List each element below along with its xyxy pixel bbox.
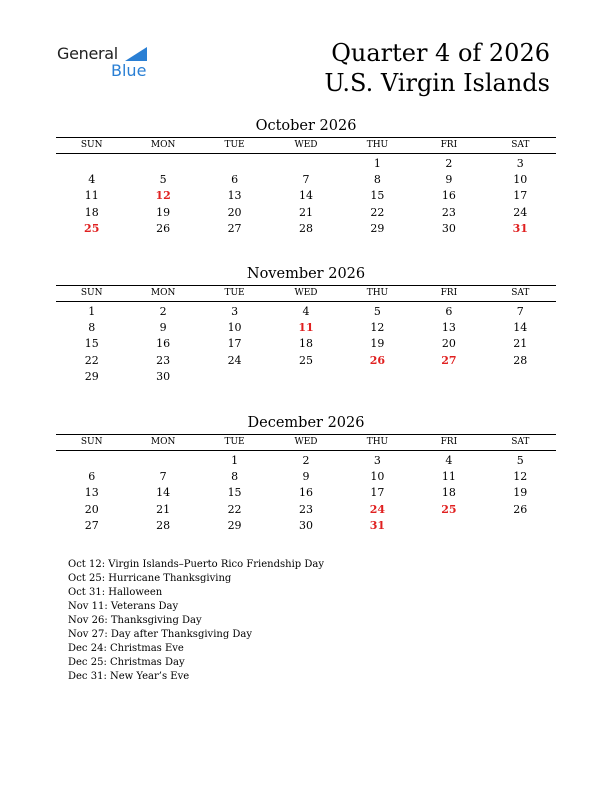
weekday-label: MON <box>150 437 176 447</box>
day-cell: 15 <box>227 486 242 500</box>
weekday-label: SUN <box>80 437 103 447</box>
day-cell: 18 <box>441 486 456 500</box>
day-cell: 1 <box>88 305 96 318</box>
weekday-label: WED <box>294 140 318 150</box>
day-cell: 28 <box>156 518 171 532</box>
weekday-label: THU <box>366 437 389 447</box>
day-cell: 3 <box>516 157 524 170</box>
holiday-day-cell: 31 <box>369 518 386 532</box>
weekday-label: WED <box>294 288 318 298</box>
weekday-label: TUE <box>224 140 245 150</box>
day-cell: 1 <box>373 157 381 170</box>
day-cell: 23 <box>441 205 456 219</box>
day-cell: 16 <box>441 189 456 203</box>
month-november <box>56 264 556 385</box>
day-cell: 4 <box>302 305 310 318</box>
month-title: October 2026 <box>255 118 357 134</box>
day-cell: 27 <box>227 221 242 235</box>
weekday-label: FRI <box>440 437 458 447</box>
day-cell: 21 <box>513 337 528 351</box>
weekday-label: SUN <box>80 140 103 150</box>
day-cell: 13 <box>227 189 242 203</box>
day-cell: 18 <box>298 337 313 351</box>
day-cell: 8 <box>373 173 381 187</box>
title-region: U.S. Virgin Islands <box>324 69 550 97</box>
weekday-label: FRI <box>440 288 458 298</box>
title-quarter: Quarter 4 of 2026 <box>331 39 550 67</box>
day-cell: 23 <box>298 502 313 516</box>
holiday-item: Nov 11: Veterans Day <box>68 601 179 612</box>
holiday-day-cell: 26 <box>369 353 386 367</box>
logo-text-blue: Blue <box>111 61 147 80</box>
day-cell: 2 <box>159 305 167 318</box>
logo <box>57 44 157 84</box>
day-cell: 21 <box>298 205 313 219</box>
days-grid <box>56 302 556 385</box>
day-cell: 19 <box>370 337 385 351</box>
day-cell: 19 <box>156 205 171 219</box>
day-cell: 7 <box>516 305 524 318</box>
month-grid <box>56 285 556 385</box>
empty-day-cell <box>127 156 198 172</box>
holiday-day-cell: 25 <box>441 502 457 516</box>
day-cell: 26 <box>156 221 171 235</box>
day-cell: 10 <box>513 173 528 187</box>
day-cell: 5 <box>516 454 524 467</box>
day-cell: 24 <box>227 353 242 367</box>
weekday-label: WED <box>294 437 318 447</box>
holiday-item: Nov 27: Day after Thanksgiving Day <box>68 629 253 640</box>
month-grid <box>56 137 556 237</box>
month-grid <box>56 434 556 534</box>
day-cell: 23 <box>156 353 171 367</box>
logo-text-general: General <box>57 44 118 63</box>
day-cell: 9 <box>445 173 453 187</box>
day-cell: 29 <box>227 518 242 532</box>
weekday-header <box>56 138 556 154</box>
logo-triangle-icon <box>125 47 147 61</box>
day-cell: 10 <box>227 321 242 335</box>
day-cell: 5 <box>373 305 381 318</box>
weekday-label: SAT <box>511 140 530 150</box>
day-cell: 13 <box>84 486 99 500</box>
weekday-label: THU <box>366 140 389 150</box>
holiday-day-cell: 31 <box>512 221 528 235</box>
weekday-label: TUE <box>224 288 245 298</box>
holiday-day-cell: 25 <box>84 221 100 235</box>
holiday-day-cell: 27 <box>441 353 457 367</box>
day-cell: 1 <box>231 454 239 467</box>
day-cell: 15 <box>84 337 99 351</box>
day-cell: 16 <box>156 337 171 351</box>
day-cell: 17 <box>227 337 242 351</box>
day-cell: 8 <box>231 470 239 484</box>
month-october <box>56 116 556 237</box>
holiday-item: Dec 25: Christmas Day <box>68 657 185 668</box>
day-cell: 25 <box>298 353 313 367</box>
day-cell: 6 <box>445 305 453 318</box>
weekday-header <box>56 286 556 302</box>
day-cell: 4 <box>445 454 453 467</box>
day-cell: 16 <box>298 486 313 500</box>
day-cell: 29 <box>370 221 385 235</box>
day-cell: 7 <box>302 173 310 187</box>
month-title: December 2026 <box>247 415 365 431</box>
day-cell: 20 <box>84 502 99 516</box>
day-cell: 17 <box>370 486 385 500</box>
day-cell: 12 <box>513 470 528 484</box>
day-cell: 14 <box>298 189 313 203</box>
day-cell: 29 <box>84 369 99 383</box>
day-cell: 2 <box>445 157 453 170</box>
weekday-label: FRI <box>440 140 458 150</box>
weekday-label: TUE <box>224 437 245 447</box>
day-cell: 3 <box>373 454 381 467</box>
holiday-day-cell: 11 <box>298 321 314 335</box>
weekday-label: MON <box>150 288 176 298</box>
day-cell: 14 <box>513 321 528 335</box>
day-cell: 4 <box>88 173 96 187</box>
day-cell: 9 <box>302 470 310 484</box>
empty-day-cell <box>56 156 127 172</box>
weekday-label: MON <box>150 140 176 150</box>
holiday-item: Nov 26: Thanksgiving Day <box>68 615 202 626</box>
weekday-label: SAT <box>511 437 530 447</box>
day-cell: 8 <box>88 321 96 335</box>
weekday-label: THU <box>366 288 389 298</box>
holiday-item: Dec 24: Christmas Eve <box>68 643 184 654</box>
day-cell: 11 <box>84 189 99 203</box>
days-grid <box>56 451 556 534</box>
day-cell: 30 <box>298 518 313 532</box>
holiday-item: Oct 25: Hurricane Thanksgiving <box>68 573 232 584</box>
day-cell: 26 <box>513 502 528 516</box>
day-cell: 9 <box>159 321 167 335</box>
weekday-label: SUN <box>80 288 103 298</box>
day-cell: 12 <box>370 321 385 335</box>
day-cell: 6 <box>231 173 239 187</box>
day-cell: 21 <box>156 502 171 516</box>
day-cell: 7 <box>159 470 167 484</box>
holiday-list <box>68 558 324 684</box>
day-cell: 27 <box>84 518 99 532</box>
day-cell: 2 <box>302 454 310 467</box>
day-cell: 5 <box>159 173 167 187</box>
day-cell: 30 <box>156 369 171 383</box>
empty-day-cell <box>270 156 341 172</box>
days-grid <box>56 154 556 237</box>
day-cell: 22 <box>84 353 99 367</box>
day-cell: 19 <box>513 486 528 500</box>
month-december <box>56 413 556 534</box>
page-title <box>324 38 550 98</box>
empty-day-cell <box>199 156 270 172</box>
day-cell: 20 <box>227 205 242 219</box>
weekday-header <box>56 435 556 451</box>
holiday-item: Oct 31: Halloween <box>68 587 163 598</box>
empty-day-cell <box>127 453 198 469</box>
day-cell: 14 <box>156 486 171 500</box>
holiday-item: Oct 12: Virgin Islands–Puerto Rico Friendship Day <box>68 559 324 570</box>
holiday-item: Dec 31: New Year’s Eve <box>68 671 190 682</box>
day-cell: 28 <box>298 221 313 235</box>
empty-day-cell <box>56 453 127 469</box>
day-cell: 18 <box>84 205 99 219</box>
day-cell: 13 <box>441 321 456 335</box>
day-cell: 3 <box>231 305 239 318</box>
day-cell: 24 <box>513 205 528 219</box>
day-cell: 15 <box>370 189 385 203</box>
day-cell: 10 <box>370 470 385 484</box>
month-title: November 2026 <box>246 266 366 282</box>
day-cell: 22 <box>227 502 242 516</box>
day-cell: 30 <box>441 221 456 235</box>
day-cell: 17 <box>513 189 528 203</box>
day-cell: 20 <box>441 337 456 351</box>
day-cell: 11 <box>441 470 456 484</box>
holiday-day-cell: 12 <box>155 189 171 203</box>
day-cell: 28 <box>513 353 528 367</box>
holiday-day-cell: 24 <box>369 502 386 516</box>
day-cell: 6 <box>88 470 96 484</box>
weekday-label: SAT <box>511 288 530 298</box>
day-cell: 22 <box>370 205 385 219</box>
